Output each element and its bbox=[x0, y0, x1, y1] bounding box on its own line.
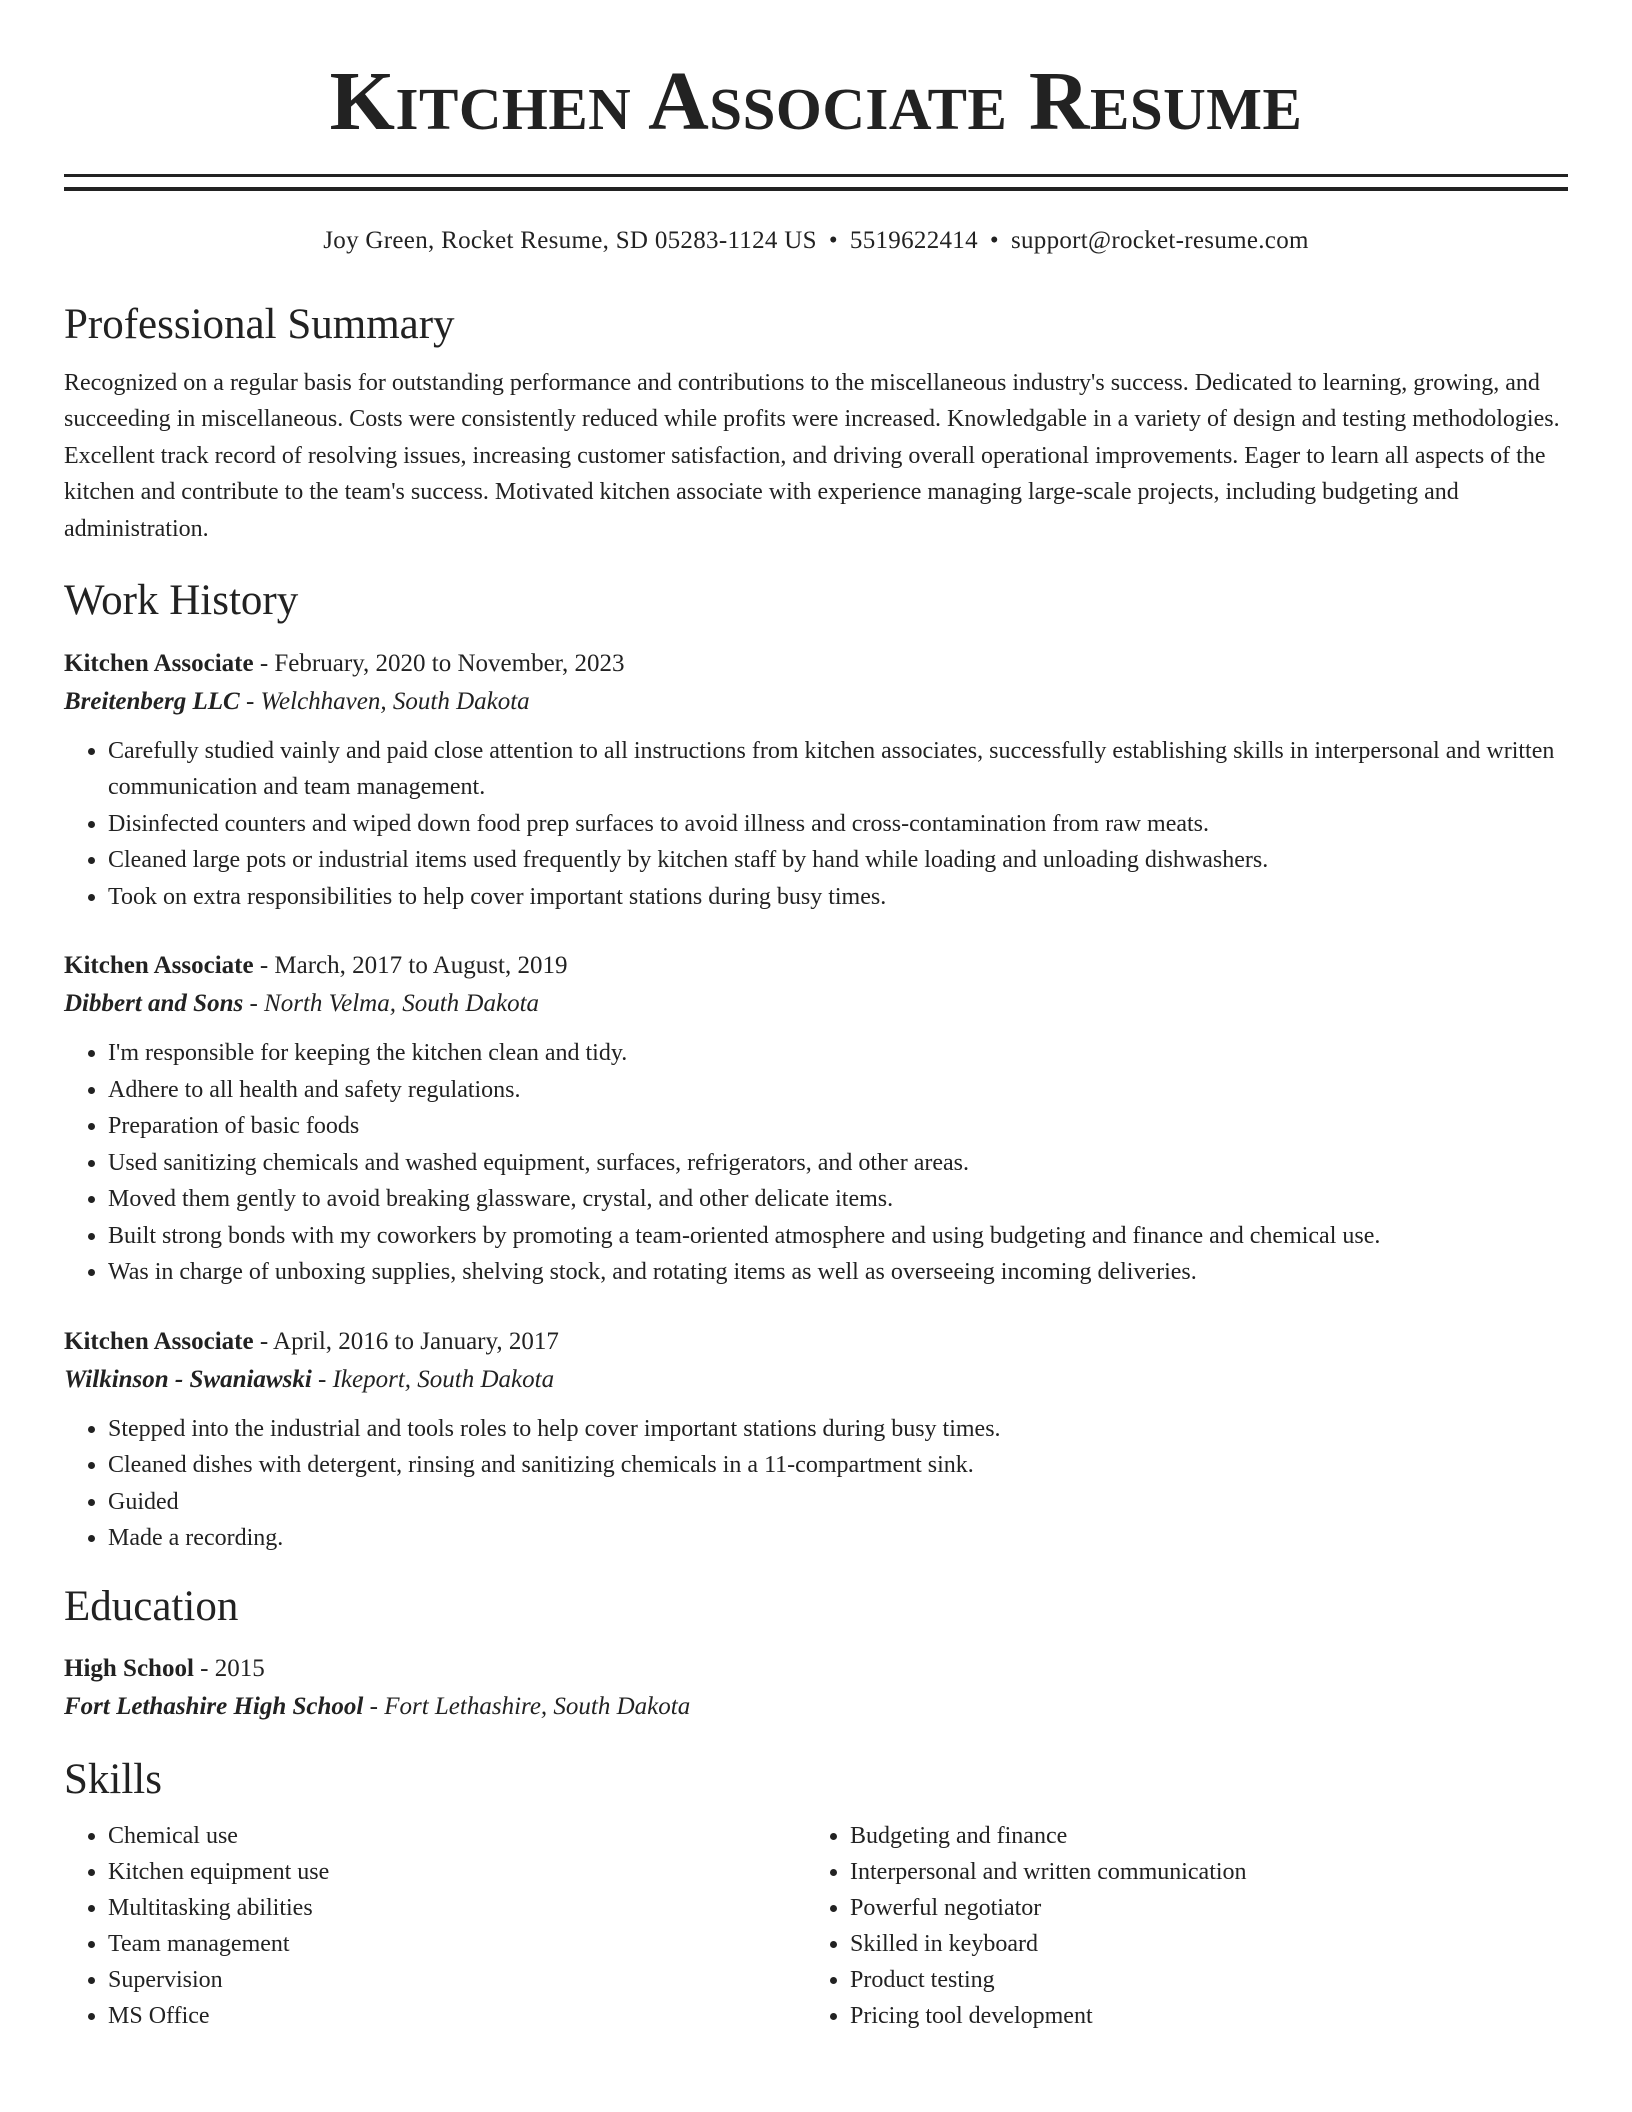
skill-item: • Team management bbox=[108, 1926, 806, 1962]
job-title: Kitchen Associate bbox=[64, 952, 254, 980]
list-item: • Adhere to all health and safety regulations. bbox=[108, 1072, 1568, 1109]
contact-separator: • bbox=[989, 227, 999, 254]
company-line bbox=[64, 683, 1568, 721]
list-item: • Cleaned dishes with detergent, rinsing and sanitizing chemicals in a 11-compartment sink. bbox=[108, 1447, 1568, 1484]
skill-item: • Supervision bbox=[108, 1962, 806, 1998]
job-dates: - April, 2016 to January, 2017 bbox=[253, 1327, 559, 1355]
list-item: • Made a recording. bbox=[108, 1520, 1568, 1557]
list-item: • Used sanitizing chemicals and washed equipment, surfaces, refrigerators, and other areas. bbox=[108, 1145, 1568, 1182]
list-item: • Guided bbox=[108, 1484, 1568, 1521]
job-title-line bbox=[64, 947, 1568, 985]
job-bullets bbox=[64, 733, 1568, 916]
job-entry bbox=[64, 645, 1568, 916]
job-title: Kitchen Associate bbox=[64, 1327, 254, 1355]
list-item: • Built strong bonds with my coworkers by promoting a team-oriented atmosphere and using budgeting and finance and chemical use. bbox=[108, 1218, 1568, 1255]
list-item: • Moved them gently to avoid breaking glassware, crystal, and other delicate items. bbox=[108, 1181, 1568, 1218]
list-item: • Took on extra responsibilities to help cover important stations during busy times. bbox=[108, 879, 1568, 916]
skill-item: • Kitchen equipment use bbox=[108, 1854, 806, 1890]
job-title: Kitchen Associate bbox=[64, 649, 254, 677]
skill-item: • Powerful negotiator bbox=[850, 1890, 1548, 1926]
contact-separator: • bbox=[828, 227, 838, 254]
job-dates: - February, 2020 to November, 2023 bbox=[253, 649, 625, 677]
education-entry bbox=[64, 1650, 1568, 1726]
company-line bbox=[64, 1361, 1568, 1399]
skills-left-column bbox=[64, 1818, 806, 2034]
summary-text: Recognized on a regular basis for outstanding performance and contributions to the miscellaneous industry's success. Dedicated to learning, growing, and succeeding in miscellaneous. Costs were consistently reduced while profits were increased. Knowledgable in a variety of design and testing methodologies. Excellent track record of resolving issues, increasing customer satisfaction, and driving overall operational improvements. Eager to learn all aspects of the kitchen and contribute to the team's success. Motivated kitchen associate with experience managing large-scale projects, including budgeting and administration. bbox=[64, 369, 1560, 542]
list-item: • Carefully studied vainly and paid close attention to all instructions from kitchen associates, successfully establishing skills in interpersonal and written communication and team management. bbox=[108, 733, 1568, 806]
job-bullets bbox=[64, 1035, 1568, 1291]
school-line bbox=[64, 1688, 1568, 1726]
degree-line bbox=[64, 1650, 1568, 1688]
job-entry bbox=[64, 947, 1568, 1291]
school-location: - Fort Lethashire, South Dakota bbox=[363, 1693, 691, 1721]
company-location: - North Velma, South Dakota bbox=[243, 990, 540, 1018]
skills-right-column bbox=[806, 1818, 1548, 2034]
skill-item: • Pricing tool development bbox=[850, 1998, 1548, 2034]
job-dates: - March, 2017 to August, 2019 bbox=[253, 952, 568, 980]
skill-item: • Interpersonal and written communication bbox=[850, 1854, 1548, 1890]
work-history-heading: Work History bbox=[64, 577, 299, 625]
list-item: • Cleaned large pots or industrial items used frequently by kitchen staff by hand while loading and unloading dishwashers. bbox=[108, 842, 1568, 879]
school-name: Fort Lethashire High School bbox=[64, 1693, 364, 1721]
contact-line bbox=[64, 227, 1568, 255]
list-item: • Stepped into the industrial and tools roles to help cover important stations during busy times. bbox=[108, 1411, 1568, 1448]
company-location: - Ikeport, South Dakota bbox=[311, 1365, 555, 1393]
company-name: Wilkinson - Swaniawski bbox=[64, 1365, 312, 1393]
job-title-line bbox=[64, 1323, 1568, 1361]
degree: High School bbox=[64, 1655, 194, 1683]
skill-item: • Skilled in keyboard bbox=[850, 1926, 1548, 1962]
job-title-line bbox=[64, 645, 1568, 683]
list-item: • Disinfected counters and wiped down food prep surfaces to avoid illness and cross-contamination from raw meats. bbox=[108, 806, 1568, 843]
skills-heading: Skills bbox=[64, 1756, 162, 1804]
skill-item: • MS Office bbox=[108, 1998, 806, 2034]
skill-item: • Multitasking abilities bbox=[108, 1890, 806, 1926]
company-name: Dibbert and Sons bbox=[64, 990, 244, 1018]
company-line bbox=[64, 985, 1568, 1023]
company-name: Breitenberg LLC bbox=[64, 687, 240, 715]
company-location: - Welchhaven, South Dakota bbox=[239, 687, 530, 715]
skill-item: • Product testing bbox=[850, 1962, 1548, 1998]
skill-item: • Budgeting and finance bbox=[850, 1818, 1548, 1854]
contact-address: Joy Green, Rocket Resume, SD 05283-1124 US bbox=[323, 227, 817, 254]
contact-phone: 5519622414 bbox=[849, 227, 978, 254]
job-bullets bbox=[64, 1411, 1568, 1557]
summary-heading: Professional Summary bbox=[64, 301, 455, 348]
contact-email: support@rocket-resume.com bbox=[1010, 227, 1309, 254]
list-item: • Was in charge of unboxing supplies, shelving stock, and rotating items as well as overseeing incoming deliveries. bbox=[108, 1254, 1568, 1291]
title-divider bbox=[64, 174, 1568, 191]
list-item: • Preparation of basic foods bbox=[108, 1108, 1568, 1145]
skills-columns bbox=[64, 1818, 1568, 2034]
education-heading: Education bbox=[64, 1582, 239, 1630]
resume-title: Kitchen Associate Resume bbox=[329, 55, 1303, 148]
skill-item: • Chemical use bbox=[108, 1818, 806, 1854]
graduation-year: - 2015 bbox=[193, 1655, 265, 1683]
job-entry bbox=[64, 1323, 1568, 1557]
list-item: • I'm responsible for keeping the kitchen clean and tidy. bbox=[108, 1035, 1568, 1072]
